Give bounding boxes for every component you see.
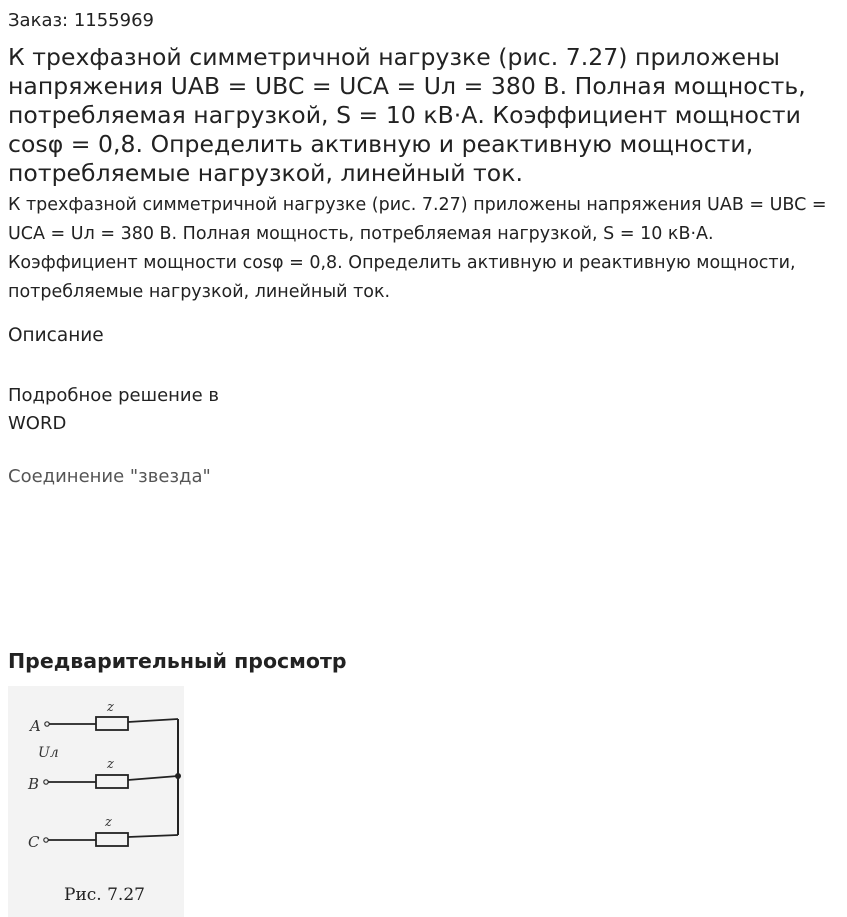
terminal-c-label: C [28,833,40,851]
impedance-c [96,833,128,846]
wire-c-right [128,835,178,837]
order-number: Заказ: 1155969 [8,10,154,31]
preview-image[interactable] [8,686,184,917]
terminal-b-label: B [28,775,40,793]
solution-note: Подробное решение в WORD [8,385,220,434]
terminal-b [44,780,48,784]
circuit-diagram [8,686,184,917]
description-label: Описание [8,325,104,346]
impedance-a-label: z [107,700,114,715]
connection-type: Соединение "звезда" [8,466,211,487]
wire-b-right [128,776,178,780]
voltage-label: Uл [38,745,59,761]
figure-caption: Рис. 7.27 [64,885,145,905]
preview-heading: Предварительный просмотр [8,649,347,673]
impedance-b-label: z [107,757,114,772]
terminal-c [44,838,48,842]
page-title: К трехфазной симметричной нагрузке (рис. 7.27) приложены напряжения UAB = UBC = UCA = Uл = 380 В. Полная мощность, потребляемая нагрузкой, S = 10 кВ·А. Коэффициент мощности cosφ = 0,8. Определить активную и реактивную мощности, потребляемые нагрузкой, линейный ток. [8,43,806,187]
terminal-a [45,722,49,726]
star-node [175,773,181,779]
impedance-a [96,717,128,730]
terminal-a-label: A [30,717,41,735]
wire-a-right [128,719,178,722]
impedance-c-label: z [105,815,112,830]
problem-statement: К трехфазной симметричной нагрузке (рис. 7.27) приложены напряжения UAB = UBC = UCA = Uл = 380 В. Полная мощность, потребляемая нагрузкой, S = 10 кВ·А. Коэффициент мощности cosφ = 0,8. Определить активную и реактивную мощности, потребляемые нагрузкой, линейный ток. [8,195,827,302]
impedance-b [96,775,128,788]
